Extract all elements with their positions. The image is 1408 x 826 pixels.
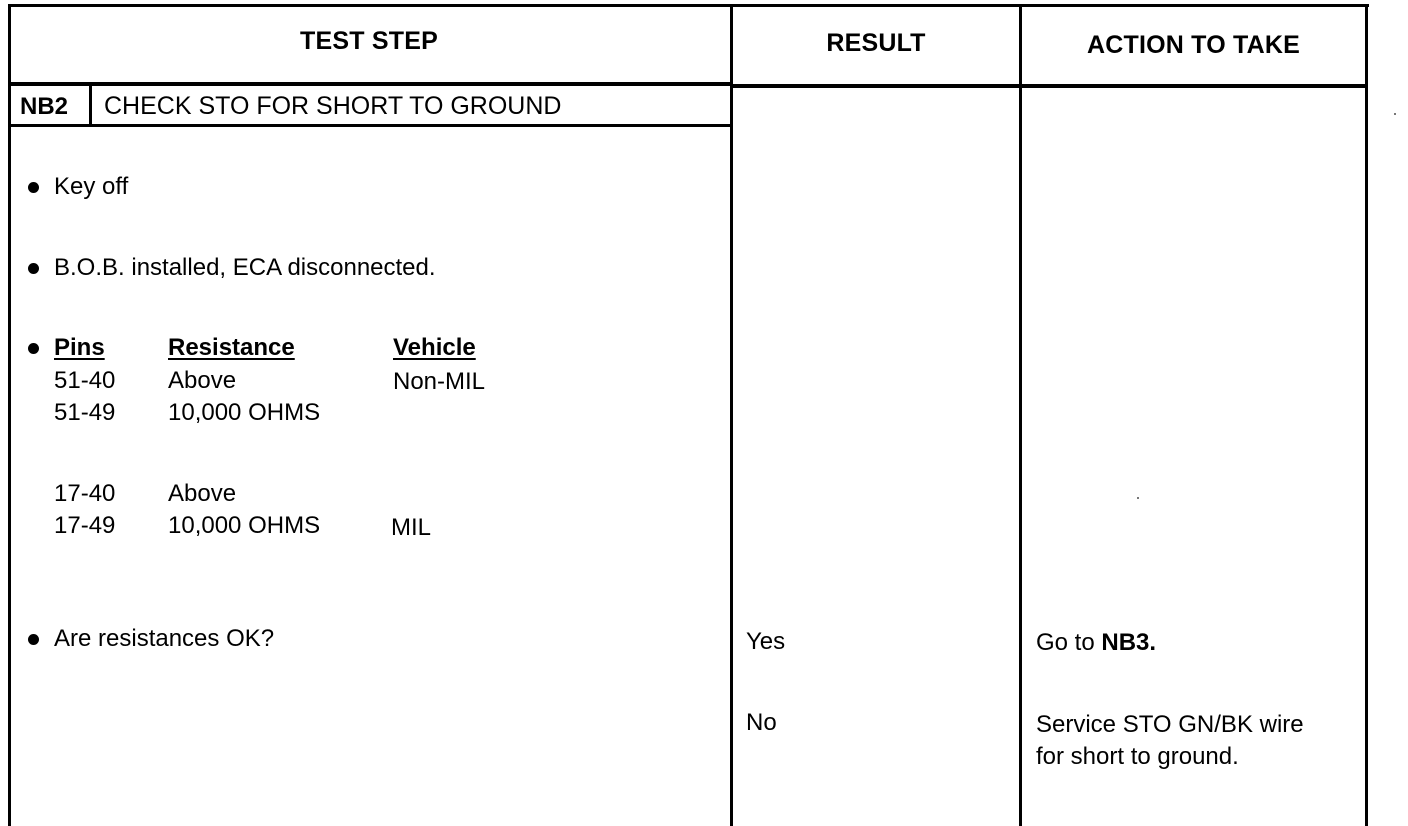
bullet-icon	[28, 634, 39, 645]
column-header-resistance: Resistance	[168, 334, 295, 361]
header-result: RESULT	[826, 29, 926, 57]
resistance-cell: 10,000 OHMS	[168, 512, 321, 539]
step-title: CHECK STO FOR SHORT TO GROUND	[104, 92, 562, 120]
scan-speck	[1137, 497, 1139, 499]
column-divider-1	[730, 4, 733, 826]
scan-speck	[1394, 113, 1396, 115]
result-no: No	[746, 709, 777, 736]
instruction-bob-installed: B.O.B. installed, ECA disconnected.	[54, 254, 436, 281]
pins-cell: 17-40	[54, 480, 116, 507]
bullet-icon	[28, 343, 39, 354]
pins-cell: 51-40	[54, 367, 116, 394]
pins-cell: 51-49	[54, 399, 116, 426]
pins-cell: 17-49	[54, 512, 116, 539]
bullet-icon	[28, 263, 39, 274]
action-yes	[1036, 627, 1156, 659]
action-yes-step-ref: NB3.	[1101, 629, 1157, 656]
step-id-divider	[89, 86, 92, 126]
column-header-pins: Pins	[54, 334, 105, 361]
instruction-question: Are resistances OK?	[54, 625, 275, 652]
step-id: NB2	[20, 93, 69, 120]
header-action-to-take: ACTION TO TAKE	[1087, 31, 1300, 59]
resistance-cell: 10,000 OHMS	[168, 399, 321, 426]
header-bottom-rule-right	[730, 84, 1368, 88]
header-test-step: TEST STEP	[300, 27, 438, 55]
action-yes-prefix: Go to	[1036, 629, 1102, 656]
column-divider-2	[1019, 4, 1022, 826]
resistance-cell: Above	[168, 367, 237, 394]
table-right-border	[1365, 4, 1368, 826]
resistance-cell: Above	[168, 480, 237, 507]
result-yes: Yes	[746, 628, 786, 655]
action-no-line-1: Service STO GN/BK wire	[1036, 711, 1304, 738]
vehicle-cell: Non-MIL	[393, 368, 486, 395]
bullet-icon	[28, 182, 39, 193]
table-left-border	[8, 4, 11, 826]
instruction-key-off: Key off	[54, 173, 129, 200]
step-title-underline	[8, 124, 733, 127]
table-top-border	[8, 4, 1369, 7]
vehicle-cell: MIL	[391, 514, 432, 541]
header-bottom-rule	[8, 82, 733, 86]
action-no-line-2: for short to ground.	[1036, 743, 1239, 770]
column-header-vehicle: Vehicle	[393, 334, 476, 361]
